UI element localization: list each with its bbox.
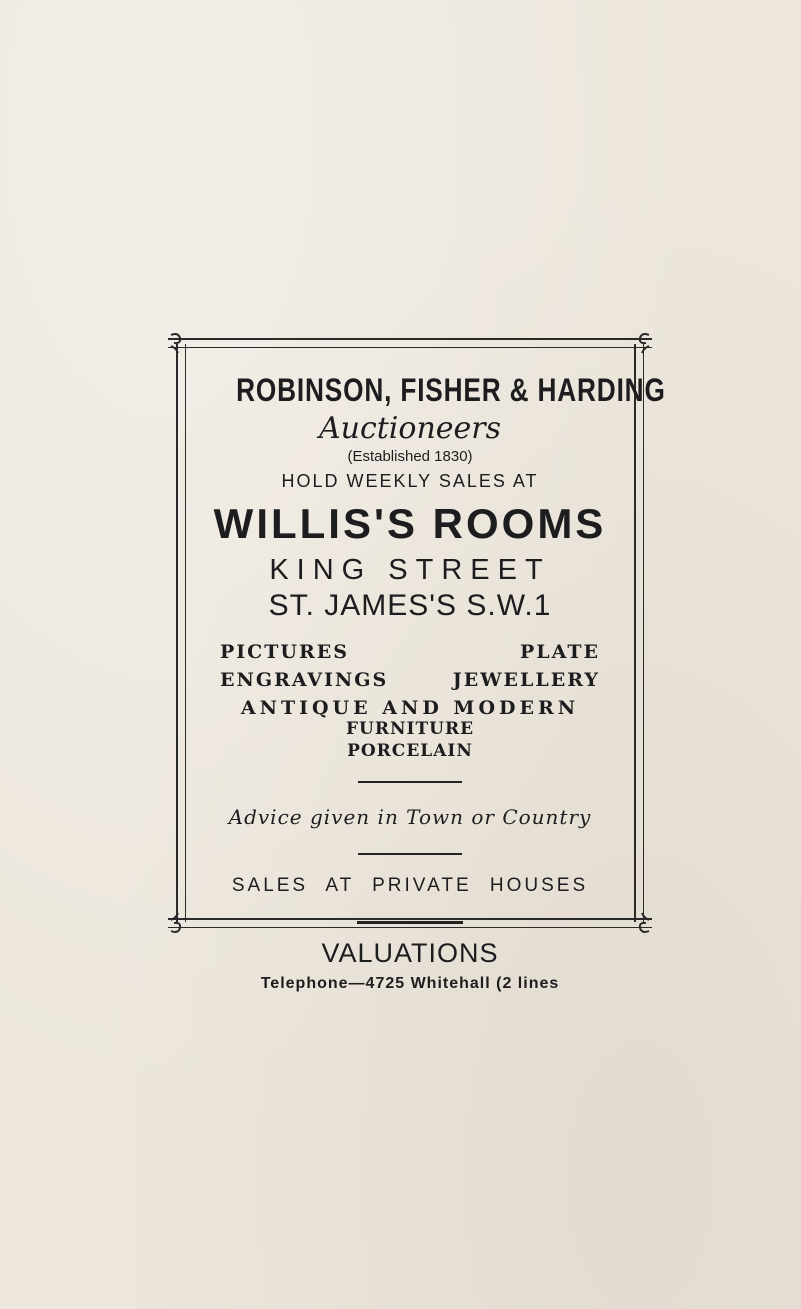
border-left xyxy=(176,344,186,922)
category-jewellery: JEWELLERY xyxy=(452,669,600,691)
telephone-line: Telephone—4725 Whitehall (2 lines xyxy=(260,975,560,992)
advertisement-content xyxy=(198,348,666,993)
category-pictures: PICTURES xyxy=(220,641,349,663)
divider xyxy=(358,853,462,855)
venue-name: WILLIS'S ROOMS xyxy=(213,500,607,547)
advertisement-frame xyxy=(168,330,666,992)
category-engravings: ENGRAVINGS xyxy=(220,669,389,691)
established-date: (Established 1830) xyxy=(347,448,473,465)
divider xyxy=(357,921,463,924)
corner-ornament-icon xyxy=(168,330,194,356)
district: ST. JAMES'S S.W.1 xyxy=(268,589,552,622)
category-antique-modern: ANTIQUE AND MODERN xyxy=(240,697,580,719)
category-row-1 xyxy=(198,641,622,663)
valuations-line: VALUATIONS xyxy=(321,938,499,968)
corner-ornament-icon xyxy=(626,910,652,936)
border-top xyxy=(168,338,652,348)
category-plate: PLATE xyxy=(520,641,600,663)
hold-weekly-sales: HOLD WEEKLY SALES AT xyxy=(281,471,539,491)
firm-name: ROBINSON, FISHER & HARDING xyxy=(236,372,666,408)
corner-ornament-icon xyxy=(626,330,652,356)
advice-line: Advice given in Town or Country xyxy=(228,805,592,829)
street-name: KING STREET xyxy=(269,554,551,586)
private-sales-line: SALES AT PRIVATE HOUSES xyxy=(231,875,589,896)
category-row-2 xyxy=(198,669,622,691)
category-furniture: FURNITURE xyxy=(345,719,475,739)
border-right xyxy=(634,344,644,922)
divider xyxy=(358,781,462,783)
category-porcelain: PORCELAIN xyxy=(347,741,473,761)
profession: Auctioneers xyxy=(318,411,502,446)
corner-ornament-icon xyxy=(168,910,194,936)
